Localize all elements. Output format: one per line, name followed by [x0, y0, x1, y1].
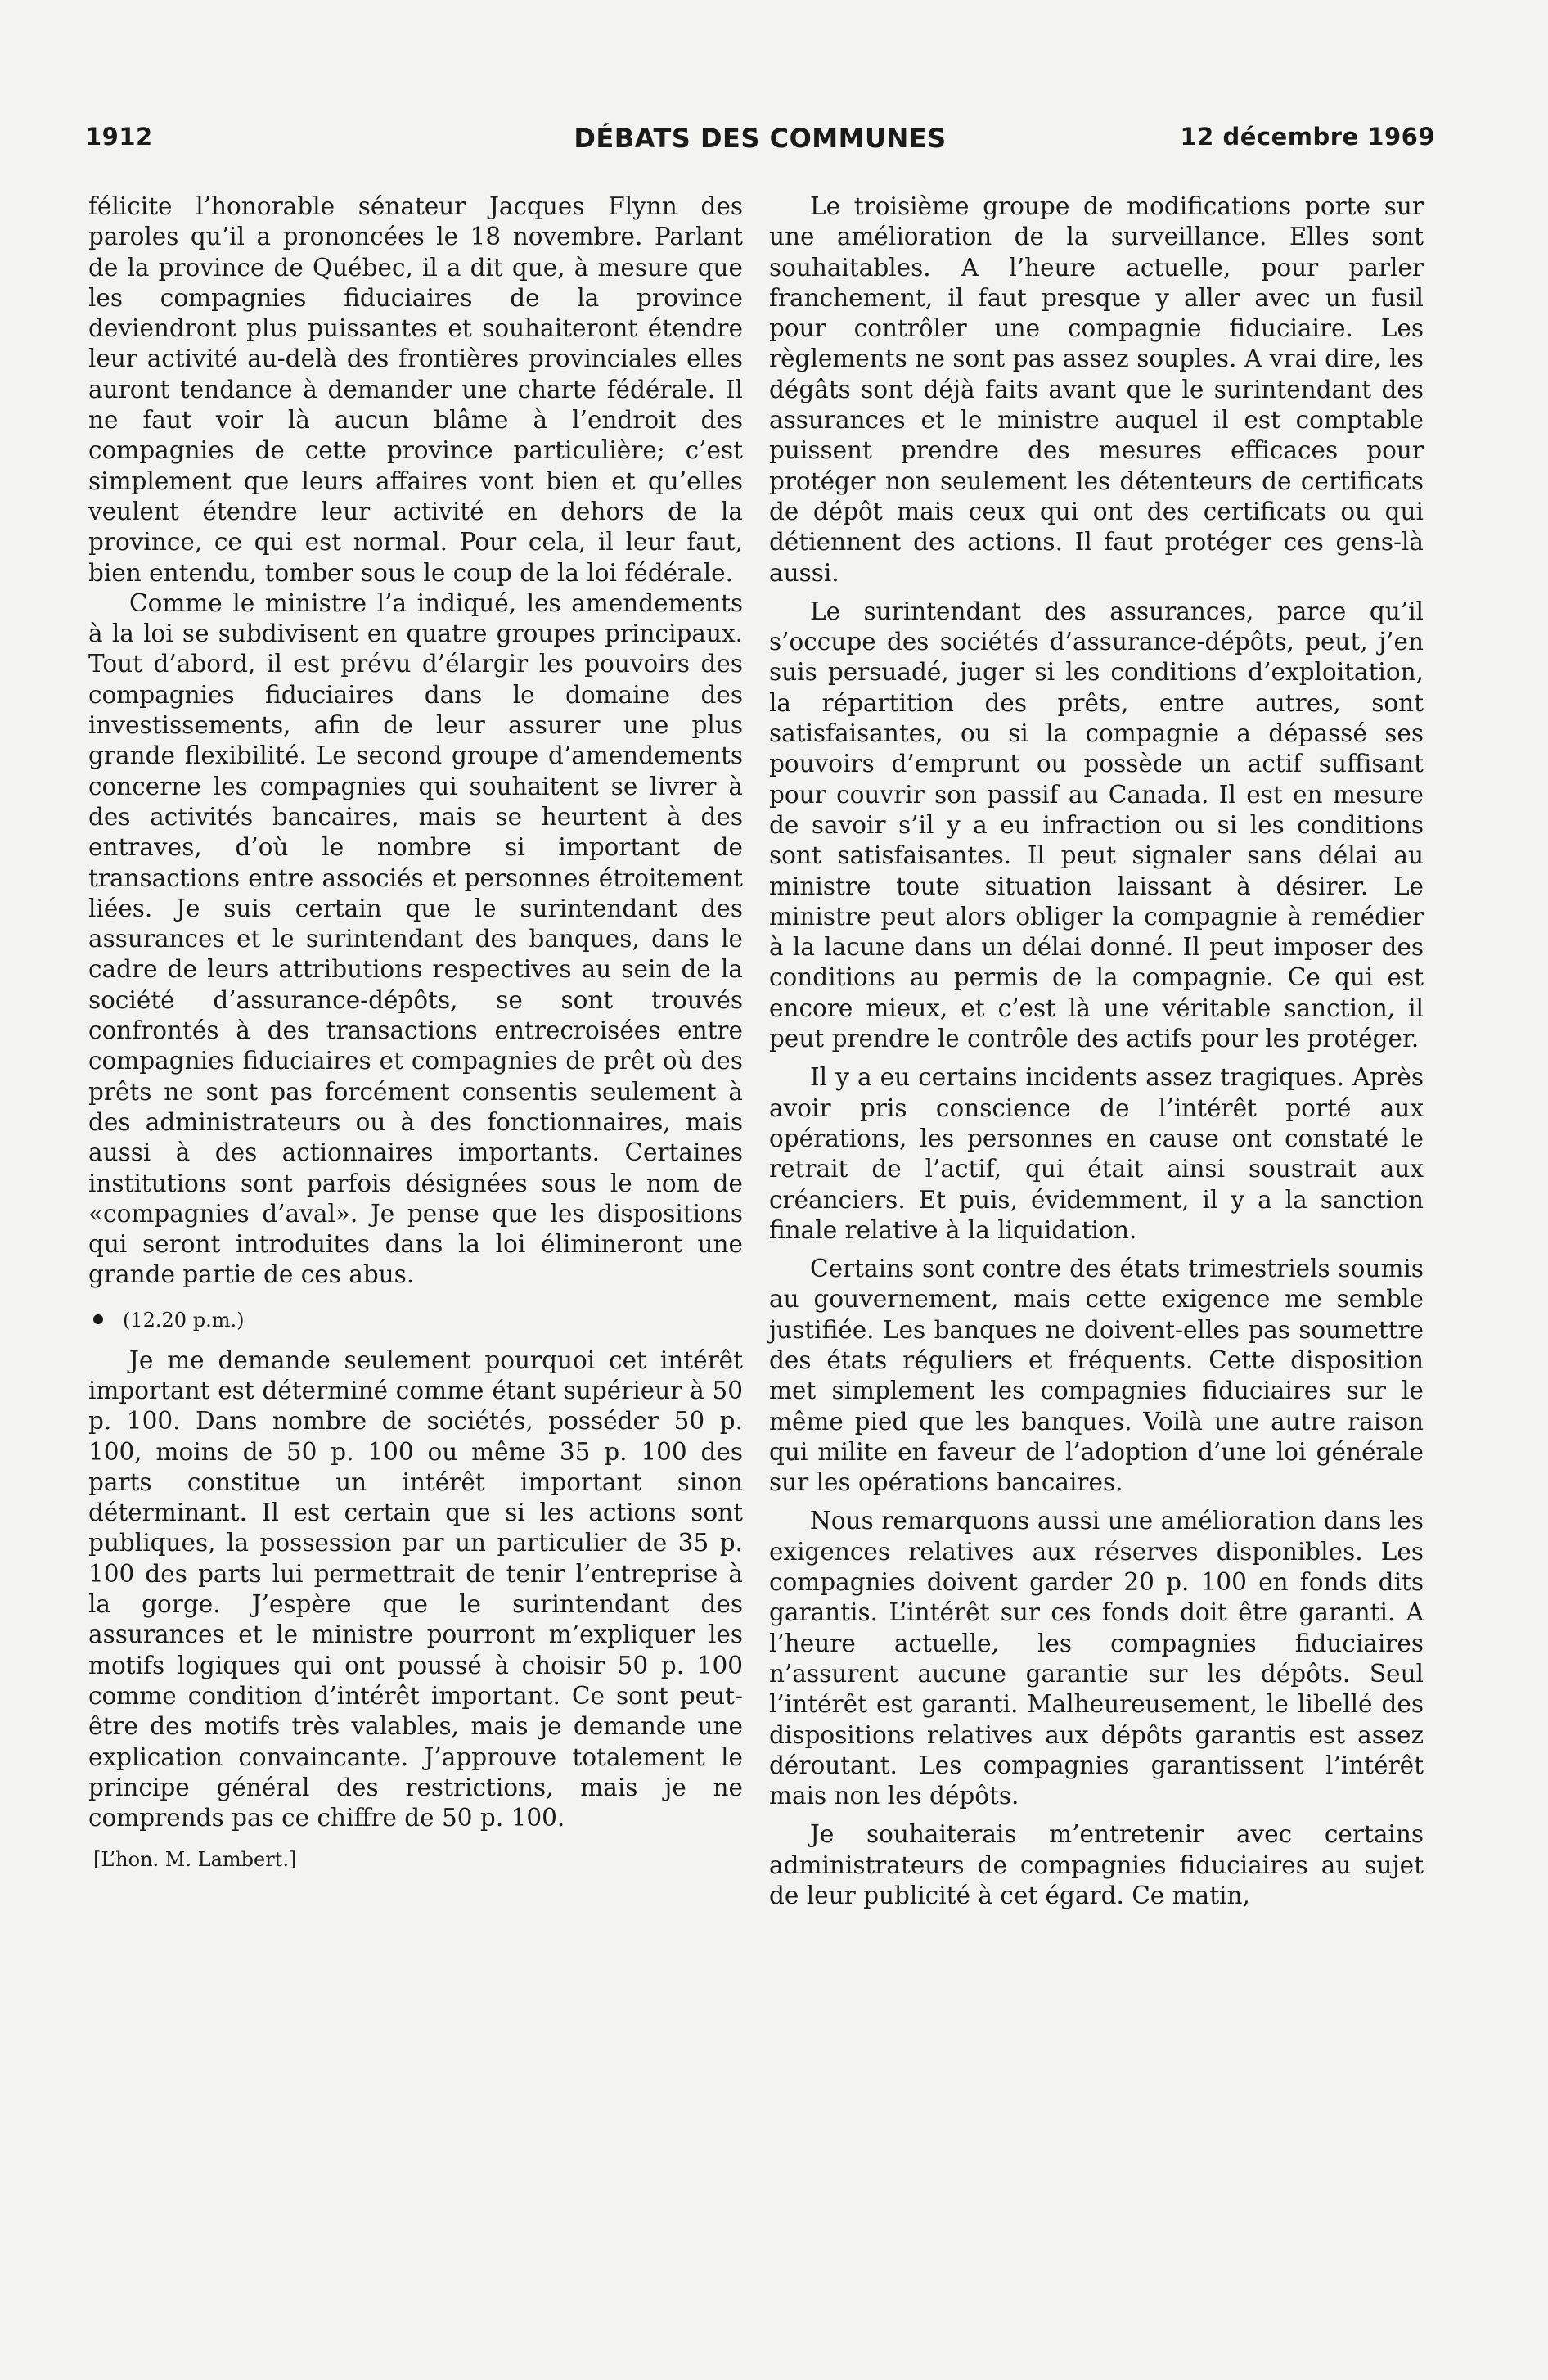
paragraph: Comme le ministre l’a indiqué, les amendements à la loi se subdivisent en quatre groupes principaux. Tout d’abord, il est prévu d’élargir les pouvoirs des compagnies fiduciaires dans le domaine des investissements, afin de leur assurer une plus grande flexibilité. Le second groupe d’amendements concerne les compagnies qui souhaitent se livrer à des activités bancaires, mais se heurtent à des entraves, d’où le nombre si important de transactions entre associés et personnes étroitement liées. Je suis certain que le surintendant des assurances et le surintendant des banques, dans le cadre de leurs attributions respectives au sein de la société d’assurance-dépôts, se sont trouvés confrontés à des transactions entrecroisées entre compagnies fiduciaires et compagnies de prêt où des prêts ne sont pas forcément consentis seulement à des administrateurs ou à des fonctionnaires, mais aussi à des actionnaires importants. Certaines institutions sont parfois désignées sous le nom de «compagnies d’aval». Je pense que les dispositions qui seront introduites dans la loi élimineront une grande partie de ces abus. [88, 588, 743, 1289]
paragraph: Le surintendant des assurances, parce qu’il s’occupe des sociétés d’assurance-dépôts, peut, j’en suis persuadé, juger si les conditions d’exploitation, la répartition des prêts, entre autres, sont satisfaisantes, ou si la compagnie a dépassé ses pouvoirs d’emprunt ou possède un actif suffisant pour couvrir son passif au Canada. Il est en mesure de savoir s’il y a eu infraction ou si les conditions sont satisfaisantes. Il peut signaler sans délai au ministre toute situation laissant à désirer. Le ministre peut alors obliger la compagnie à remédier à la lacune dans un délai donné. Il peut imposer des conditions au permis de la compagnie. Ce qui est encore mieux, et c’est là une véritable sanction, il peut prendre le contrôle des actifs pour les protéger. [769, 597, 1424, 1053]
page-number: 1912 [85, 123, 153, 151]
paragraph: Je me demande seulement pourquoi cet intérêt important est déterminé comme étant supérieur à 50 p. 100. Dans nombre de sociétés, posséder 50 p. 100, moins de 50 p. 100 ou même 35 p. 100 des parts constitue un intérêt important sinon déterminant. Il est certain que si les actions sont publiques, la possession par un particulier de 35 p. 100 des parts lui permettrait de tenir l’entreprise à la gorge. J’espère que le surintendant des assurances et le ministre pourront m’expliquer les motifs logiques qui ont poussé à choisir 50 p. 100 comme condition d’intérêt important. Ce sont peut-être des motifs très valables, mais je demande une explication convaincante. J’approuve totalement le principe général des restrictions, mais je ne comprends pas ce chiffre de 50 p. 100. [88, 1346, 743, 1832]
bullet-icon [93, 1314, 103, 1324]
paragraph: Le troisième groupe de modifications porte sur une amélioration de la surveillance. Elles sont souhaitables. A l’heure actuelle, pour parler franchement, il faut presque y aller avec un fusil pour contrôler une compagnie fiduciaire. Les règlements ne sont pas assez souples. A vrai dire, les dégâts sont déjà faits avant que le surintendant des assurances et le ministre auquel il est comptable puissent prendre des mesures efficaces pour protéger non seulement les détenteurs de certificats de dépôt mais ceux qui ont des certificats ou qui détiennent des actions. Il faut protéger ces gens-là aussi. [769, 192, 1424, 587]
issue-date: 12 décembre 1969 [1180, 123, 1435, 151]
paragraph: Il y a eu certains incidents assez tragiques. Après avoir pris conscience de l’intérêt porté aux opérations, les personnes en cause ont constaté le retrait de l’actif, qui était ainsi soustrait aux créanciers. Et puis, évidemment, il y a la sanction finale relative à la liquidation. [769, 1063, 1424, 1244]
timestamp [93, 1305, 743, 1336]
left-column [88, 192, 743, 1875]
page-header [85, 123, 1435, 164]
speaker-attribution: [L’hon. M. Lambert.] [93, 1848, 297, 1872]
paragraph: Nous remarquons aussi une amélioration dans les exigences relatives aux réserves disponibles. Les compagnies doivent garder 20 p. 100 en fonds dits garantis. L’intérêt sur ces fonds doit être garanti. A l’heure actuelle, les compagnies fiduciaires n’assurent aucune garantie sur les dépôts. Seul l’intérêt est garanti. Malheureusement, le libellé des dispositions relatives aux dépôts garantis est assez déroutant. Les compagnies garantissent l’intérêt mais non les dépôts. [769, 1507, 1424, 1810]
publication-title: DÉBATS DES COMMUNES [574, 123, 947, 154]
paragraph: Je souhaiterais m’entretenir avec certains administrateurs de compagnies fiduciaires au sujet de leur publicité à cet égard. Ce matin, [769, 1820, 1424, 1910]
timestamp-text: (12.20 p.m.) [123, 1308, 245, 1332]
paragraph: Certains sont contre des états trimestriels soumis au gouvernement, mais cette exigence me semble justifiée. Les banques ne doivent-elles pas soumettre des états réguliers et fréquents. Cette disposition met simplement les compagnies fiduciaires sur le même pied que les banques. Voilà une autre raison qui milite en faveur de l’adoption d’une loi générale sur les opérations bancaires. [769, 1255, 1424, 1497]
paragraph: félicite l’honorable sénateur Jacques Flynn des paroles qu’il a prononcées le 18 novembre. Parlant de la province de Québec, il a dit que, à mesure que les compagnies fiduciaires de la province deviendront plus puissantes et souhaiteront étendre leur activité au-delà des frontières provinciales elles auront tendance à demander une charte fédérale. Il ne faut voir là aucun blâme à l’endroit des compagnies de cette province particulière; c’est simplement que leurs affaires vont bien et qu’elles veulent étendre leur activité en dehors de la province, ce qui est normal. Pour cela, il leur faut, bien entendu, tomber sous le coup de la loi fédérale. [88, 192, 743, 587]
right-column [769, 192, 1424, 1911]
